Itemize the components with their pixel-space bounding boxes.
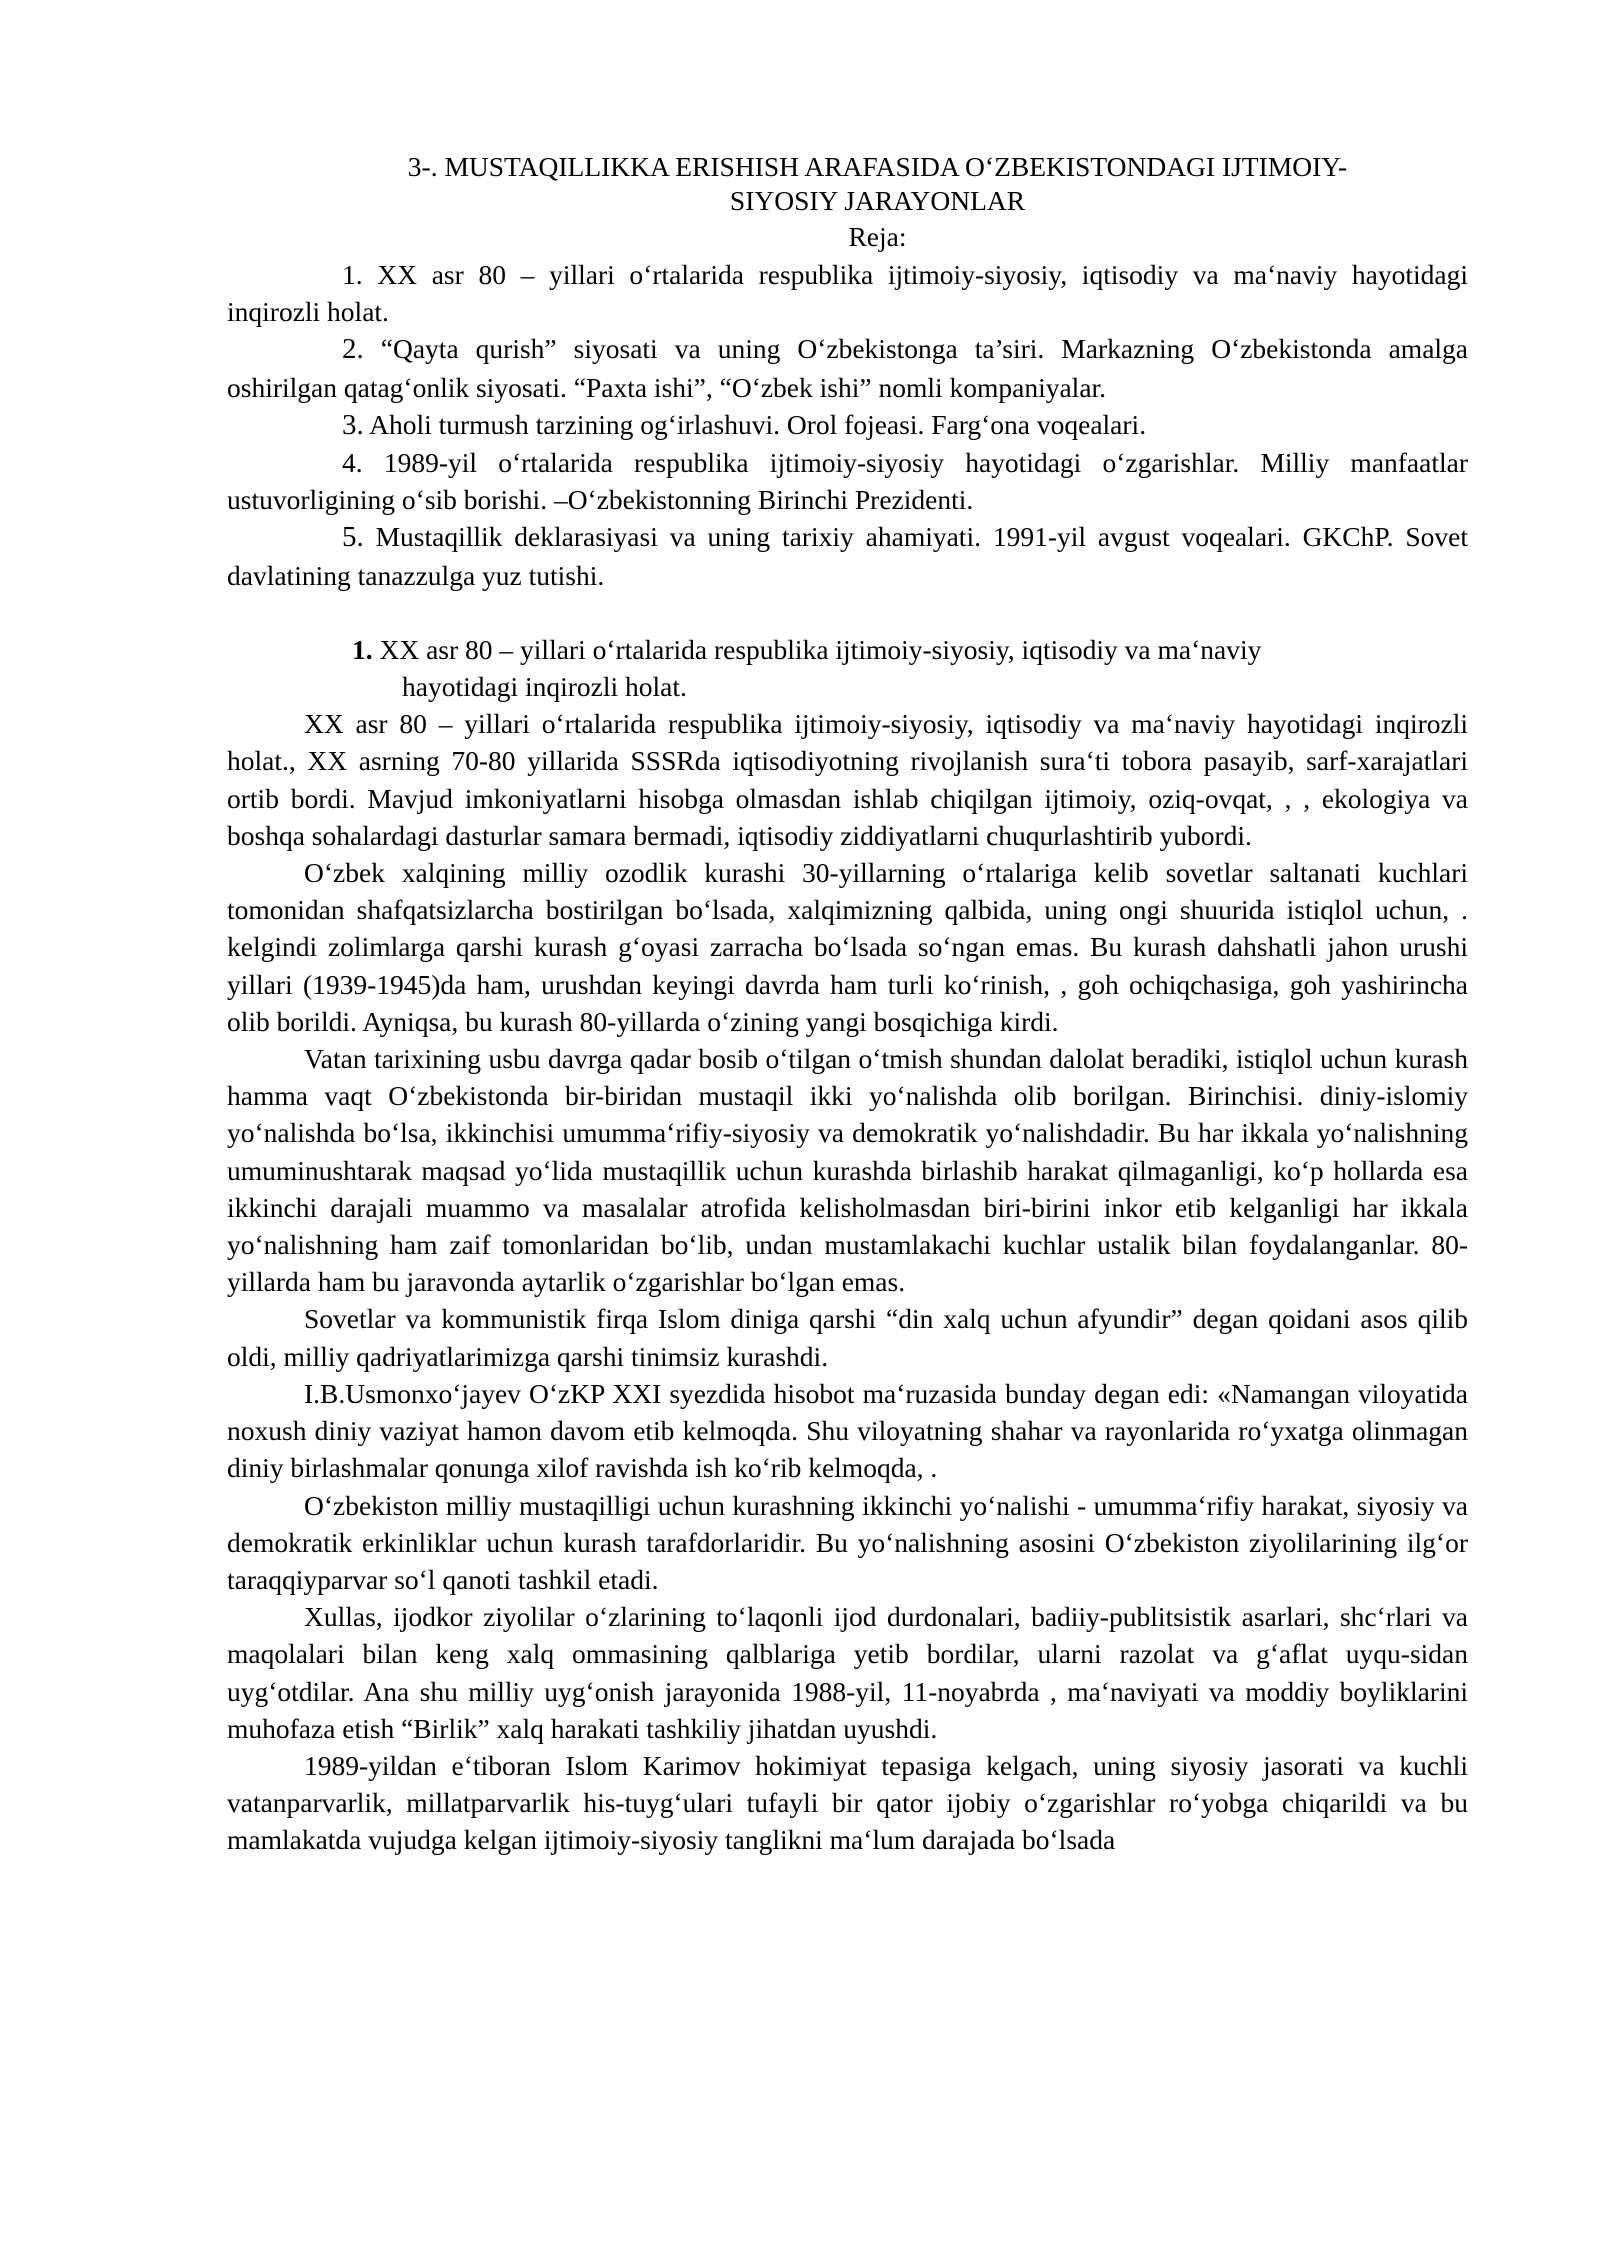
plan-item [227,330,1468,405]
plan-item-text: “Qayta qurish” siyosati va uning O‘zbekistonga ta’siri. Markazning O‘zbekistonda amalga oshirilgan qatag‘onlik siyosati. “Paxta ishi”, “O‘zbek ishi” nomli kompaniyalar. [227,333,1468,403]
plan-item-text: 1989-yil o‘rtalarida respublika ijtimoiy-siyosiy hayotidagi o‘zgarishlar. Milliy manfaatlar ustuvorligining o‘sib borishi. –O‘zbekistonning Birinchi Prezidenti. [227,447,1468,516]
body-text [227,705,1468,1858]
paragraph: Xullas, ijodkor ziyolilar o‘zlarining to‘laqonli ijod durdonalari, badiiy-publitsistik asarlari, shc‘rlari va maqolalari bilan keng xalq ommasining qalblariga yetib bordilar, ularni razolat va g‘aflat uyqu-sidan uyg‘otdilar. Ana shu milliy uyg‘onish jarayonida 1988-yil, 11-noyabrda , ma‘naviyati va moddiy boyliklarini muhofaza etish “Birlik” xalq harakati tashkiliy jihatdan uyushdi. [227,1601,1468,1744]
paragraph: O‘zbek xalqining milliy ozodlik kurashi 30-yillarning o‘rtalariga kelib sovetlar saltanati kuchlari tomonidan shafqatsizlarcha bostirilgan bo‘lsada, xalqimizning qalbida, uning ongi shuurida istiqlol uchun, . kelgindi zolimlarga qarshi kurash g‘oyasi zarracha bo‘lsada so‘ngan emas. Bu kurash dahshatli jahon urushi yillari (1939-1945)da ham, urushdan keyingi davrda ham turli ko‘rinish, , goh ochiqchasiga, goh yashirincha olib borildi. Ayniqsa, bu kurash 80-yillarda o‘zining yangi bosqichiga kirdi. [227,857,1468,1037]
plan-item-number: 2. [342,333,364,366]
paragraph: Sovetlar va kommunistik firqa Islom diniga qarshi “din xalq uchun afyundir” degan qoidani asos qilib oldi, milliy qadriyatlarimizga qarshi tinimsiz kurashdi. [227,1303,1468,1372]
section-heading-line-2: hayotidagi inqirozli holat. [402,671,687,703]
plan-item [227,444,1468,518]
plan-item-text: Aholi turmush tarzining og‘irlashuvi. Orol fojeasi. Farg‘ona voqealari. [363,408,1147,440]
section-number: 1. [352,633,373,665]
plan-item-number: 4. [342,447,363,479]
document-page [227,150,1468,1859]
paragraph: Vatan tarixining usbu davrga qadar bosib o‘tilgan o‘tmish shundan dalolat beradiki, istiqlol uchun kurash hamma vaqt O‘zbekistonda bir-biridan mustaqil ikki yo‘nalishda olib borilgan. Birinchisi. diniy-islomiy yo‘nalishda bo‘lsa, ikkinchisi umumma‘rifiy-siyosiy va demokratik yo‘nalishdadir. Bu har ikkala yo‘nalishning umuminushtarak maqsad yo‘lida mustaqillik uchun kurashda birlashib harakat qilmaganligi, ko‘p hollarda esa ikkinchi darajali muammo va masalalar atrofida kelisholmasdan biri-birini inkor etib kelganligi har ikkala yo‘nalishning ham zaif tomonlaridan bo‘lib, undan mustamlakachi kuchlar ustalik bilan foydalanganlar. 80-yillarda ham bu jaravonda aytarlik o‘zgarishlar bo‘lgan emas. [227,1043,1468,1298]
plan-label: Reja: [848,221,907,252]
plan-list [227,256,1468,594]
section-heading-line-1: XX asr 80 – yillari o‘rtalarida respublika ijtimoiy-siyosiy, iqtisodiy va ma‘naviy [372,633,1262,665]
plan-item-text: Mustaqillik deklarasiyasi va uning tarixiy ahamiyati. 1991-yil avgust voqealari. GKChP. Sovet davlatining tanazzulga yuz tutishi. [227,521,1468,591]
section-heading [227,631,1468,705]
paragraph: 1989-yildan e‘tiboran Islom Karimov hokimiyat tepasiga kelgach, uning siyosiy jasorati va kuchli vatanparvarlik, millatparvarlik his-tuyg‘ulari tufayli bir qator ijobiy o‘zgarishlar ro‘yobga chiqarildi va bu mamlakatda vujudga kelgan ijtimoiy-siyosiy tanglikni ma‘lum darajada bo‘lsada [227,1749,1468,1856]
plan-item-number: 3. [342,408,364,441]
plan-item-number: 1. [342,259,363,290]
plan-item [227,256,1468,330]
plan-item-number: 5. [342,521,364,554]
plan-item [227,518,1468,593]
paragraph: XX asr 80 – yillari o‘rtalarida respublika ijtimoiy-siyosiy, iqtisodiy va ma‘naviy hayotidagi inqirozli holat., XX asrning 70-80 yillarida SSSRda iqtisodiyotning rivojlanish sura‘ti tobora pasayib, sarf-xarajatlari ortib bordi. Mavjud imkoniyatlarni hisobga olmasdan ishlab chiqilgan ijtimoiy, oziq-ovqat, , , ekologiya va boshqa sohalardagi dasturlar samara bermadi, iqtisodiy ziddiyatlarni chuqurlashtirib yubordi. [227,708,1468,851]
paragraph: O‘zbekiston milliy mustaqilligi uchun kurashning ikkinchi yo‘nalishi - umumma‘rifiy harakat, siyosiy va demokratik erkinliklar uchun kurash tarafdorlaridir. Bu yo‘nalishning asosini O‘zbekiston ziyolilarining ilg‘or taraqqiyparvar so‘l qanoti tashkil etadi. [227,1489,1468,1595]
title-line-2: SIYOSIY JARAYONLAR [729,185,1026,216]
plan-item-text: XX asr 80 – yillari o‘rtalarida respublika ijtimoiy-siyosiy, iqtisodiy va ma‘naviy hayotidagi inqirozli holat. [227,259,1468,328]
paragraph: I.B.Usmonxo‘jayev O‘zKP XXI syezdida hisobot ma‘ruzasida bunday degan edi: «Namangan viloyatida noxush diniy vaziyat hamon davom etib kelmoqda. Shu viloyatning shahar va rayonlarida ro‘yxatga olinmagan diniy birlashmalar qonunga xilof ravishda ish ko‘rib kelmoqda, . [227,1377,1468,1484]
document-title [227,150,1468,218]
plan-item [227,406,1468,444]
title-line-1: 3-. MUSTAQILLIKKA ERISHISH ARAFASIDA O‘ZBEKISTONDAGI IJTIMOIY- [407,151,1348,182]
